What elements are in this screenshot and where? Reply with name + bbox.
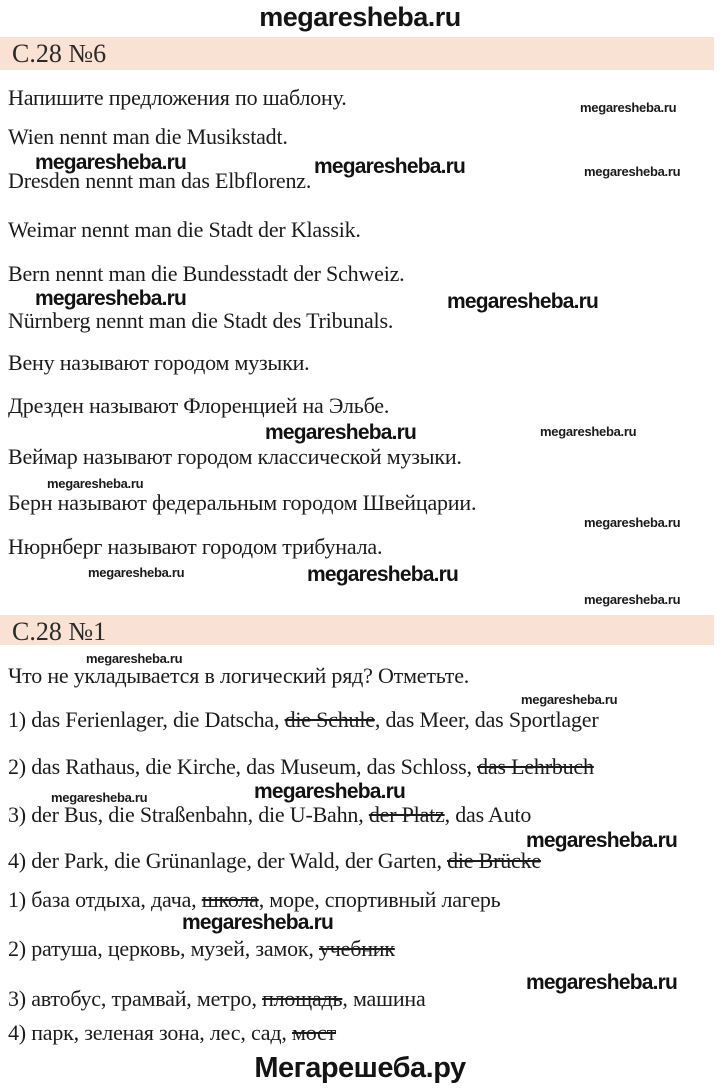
list-item-german-3 (8, 802, 531, 828)
item-text-after: , море, спортивный лагерь (258, 887, 501, 912)
list-item-german-1 (8, 707, 598, 733)
struck-word: школа (201, 887, 259, 912)
section-title-1: С.28 №6 (12, 39, 107, 68)
sentence-german-nurnberg: Nürnberg nennt man die Stadt des Tribunals. (8, 308, 394, 333)
watermark-small: megaresheba.ru (51, 790, 148, 805)
watermark-bold: megaresheba.ru (35, 287, 187, 310)
struck-word: die Brücke (447, 848, 541, 873)
item-text-before: 4) парк, зеленая зона, лес, сад, (8, 1020, 292, 1045)
struck-word: мост (291, 1020, 337, 1045)
watermark-small: megaresheba.ru (584, 164, 681, 179)
site-footer-watermark: Мегарешеба.ру (254, 1052, 466, 1084)
item-text-before: 2) ратуша, церковь, музей, замок, (8, 936, 319, 961)
item-text-after: , das Auto (444, 802, 532, 827)
item-text-before: 3) автобус, трамвай, метро, (8, 986, 263, 1011)
item-text-before: 4) der Park, die Grünanlage, der Wald, der Garten, (8, 848, 448, 873)
item-text-after: , машина (342, 986, 426, 1011)
struck-word: der Platz (368, 802, 445, 827)
sentence-russian-bern: Берн называют федеральным городом Швейцарии. (8, 490, 477, 515)
site-header-watermark: megaresheba.ru (259, 2, 461, 32)
watermark-bold: megaresheba.ru (447, 290, 599, 313)
list-item-russian-1 (8, 887, 501, 913)
watermark-small: megaresheba.ru (584, 515, 681, 530)
section-header-bar-1 (0, 37, 714, 70)
list-item-german-2 (8, 754, 594, 780)
item-text-before: 3) der Bus, die Straßenbahn, die U-Bahn, (8, 802, 369, 827)
watermark-bold: megaresheba.ru (254, 780, 406, 803)
watermark-bold: megaresheba.ru (526, 829, 678, 852)
watermark-bold: megaresheba.ru (35, 151, 187, 174)
list-item-russian-3 (8, 986, 426, 1012)
task-instruction-2: Что не укладывается в логический ряд? Отметьте. (8, 663, 470, 688)
watermark-bold: megaresheba.ru (314, 155, 466, 178)
struck-word: die Schule (284, 707, 375, 732)
sentence-german-dresden: Dresden nennt man das Elbflorenz. (8, 168, 312, 193)
sentence-russian-nurnberg: Нюрнберг называют городом трибунала. (8, 534, 383, 559)
sentence-russian-drezden: Дрезден называют Флоренцией на Эльбе. (8, 393, 390, 418)
section-header-bar-2 (0, 615, 714, 645)
watermark-bold: megaresheba.ru (265, 421, 417, 444)
watermark-bold: megaresheba.ru (182, 911, 334, 934)
sentence-german-weimar: Weimar nennt man die Stadt der Klassik. (8, 217, 361, 242)
watermark-small: megaresheba.ru (580, 100, 677, 115)
watermark-small: megaresheba.ru (584, 592, 681, 607)
item-text-before: 1) das Ferienlager, die Datscha, (8, 707, 285, 732)
list-item-german-4 (8, 848, 541, 874)
watermark-small: megaresheba.ru (86, 651, 183, 666)
watermark-small: megaresheba.ru (521, 692, 618, 707)
watermark-small: megaresheba.ru (540, 424, 637, 439)
watermark-bold: megaresheba.ru (526, 971, 678, 994)
section-title-2: С.28 №1 (12, 617, 107, 646)
watermark-small: megaresheba.ru (88, 565, 185, 580)
struck-word: das Lehrbuch (477, 754, 594, 779)
sentence-russian-veimar: Веймар называют городом классической музыки. (8, 444, 462, 469)
item-text-after: , das Meer, das Sportlager (374, 707, 599, 732)
list-item-russian-4 (8, 1020, 336, 1046)
list-item-russian-2 (8, 936, 395, 962)
item-text-before: 2) das Rathaus, die Kirche, das Museum, das Schloss, (8, 754, 478, 779)
watermark-bold: megaresheba.ru (307, 563, 459, 586)
item-text-before: 1) база отдыха, дача, (8, 887, 202, 912)
watermark-small: megaresheba.ru (47, 476, 144, 491)
sentence-russian-vena: Вену называют городом музыки. (8, 350, 310, 375)
sentence-german-bern: Bern nennt man die Bundesstadt der Schweiz. (8, 261, 405, 286)
sentence-german-wien: Wien nennt man die Musikstadt. (8, 124, 288, 149)
struck-word: площадь (262, 986, 343, 1011)
task-instruction-1: Напишите предложения по шаблону. (8, 85, 347, 110)
struck-word: учебник (319, 936, 395, 961)
